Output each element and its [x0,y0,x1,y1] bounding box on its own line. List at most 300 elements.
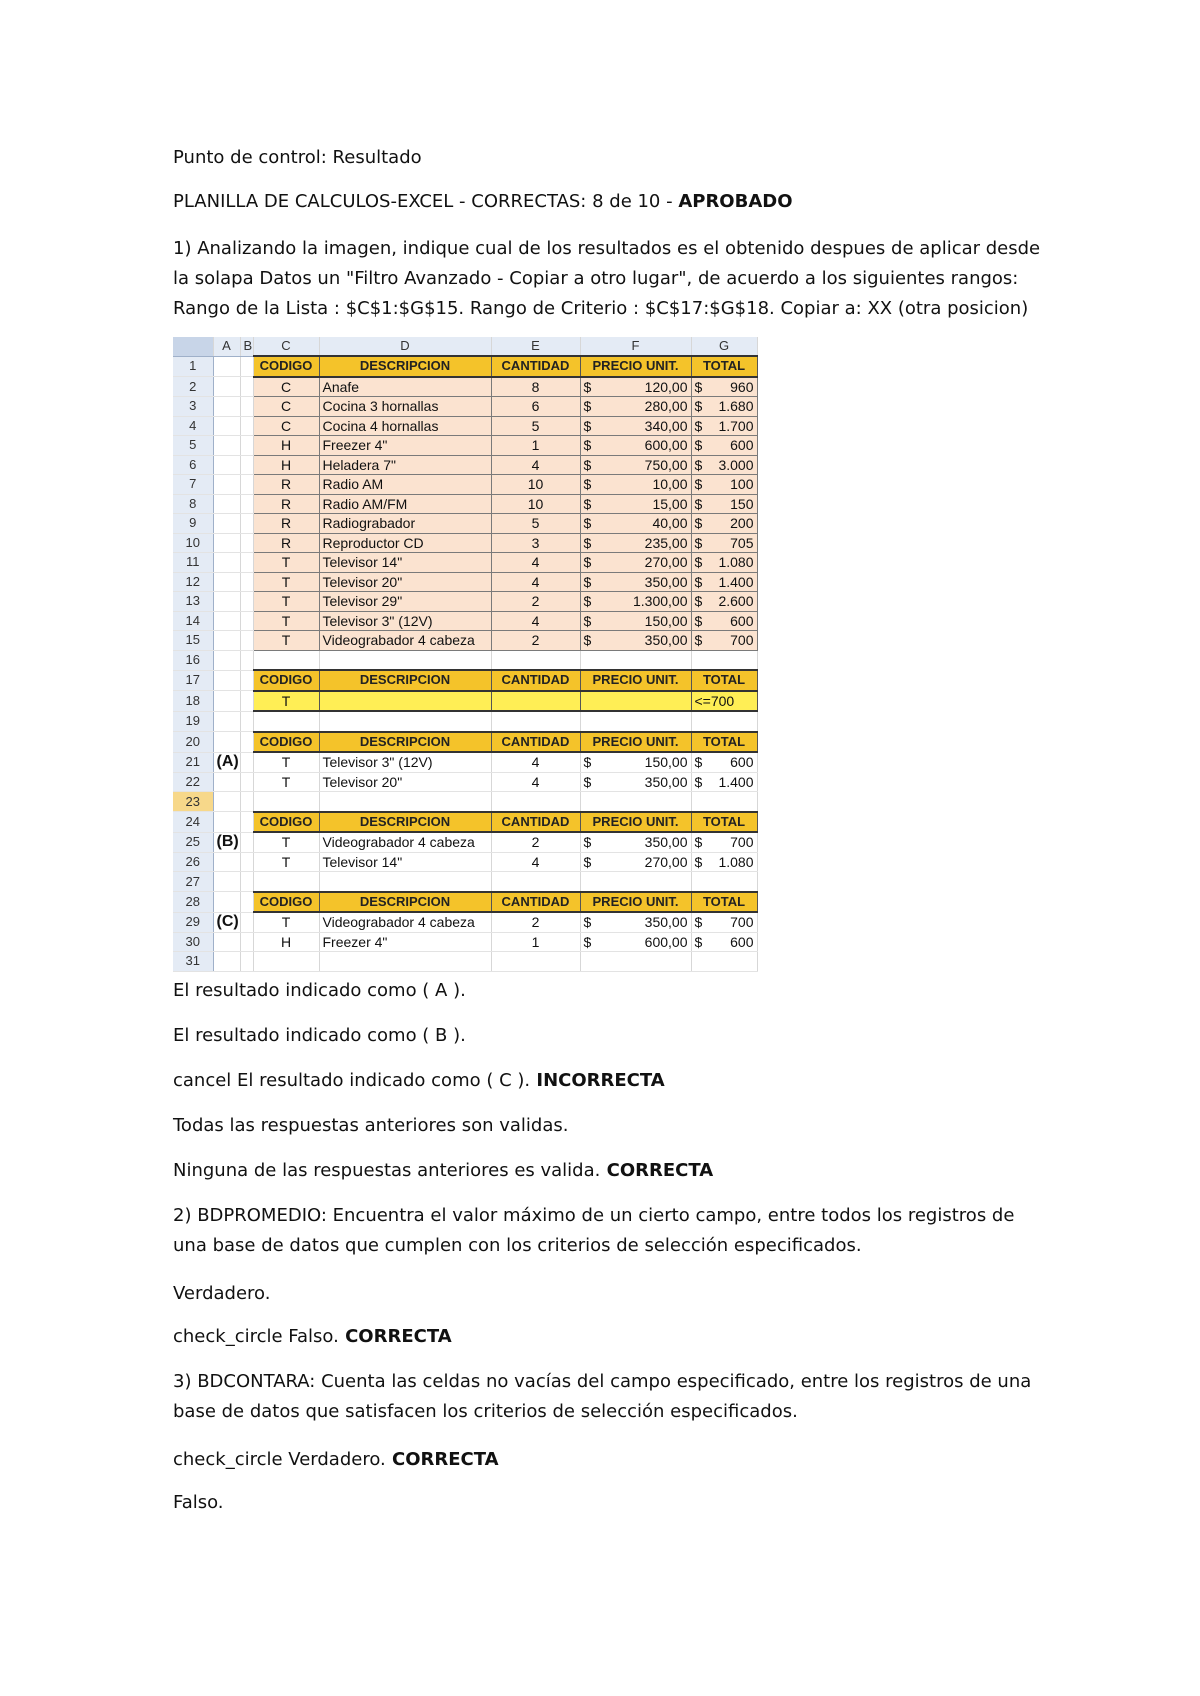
empty-cell [491,952,580,972]
header-cell: CODIGO [253,892,319,913]
amount: 1.680 [718,398,754,415]
cell-b [240,852,253,872]
row-number: 24 [173,812,213,833]
code-cell: T [253,832,319,852]
currency-symbol: $ [694,773,703,790]
cell-a [213,436,240,456]
header-cell: PRECIO UNIT. [580,670,691,691]
empty-cell [253,650,319,670]
price-cell [580,772,691,792]
empty-cell [580,872,691,892]
result-label: (B) [213,832,240,852]
quantity-cell: 2 [491,832,580,852]
empty-cell [491,711,580,732]
header-cell: TOTAL [691,892,757,913]
question-1-line-1: 1) Analizando la imagen, indique cual de los resultados es el obtenido despues de aplicar desde [173,238,1041,259]
description-cell: Televisor 20" [319,572,491,592]
row-number: 17 [173,670,213,691]
amount: 15,00 [652,495,688,512]
empty-row [173,872,757,892]
table-header-row [173,812,757,833]
amount: 150,00 [644,612,688,629]
cell-a [213,952,240,972]
cell-a [213,650,240,670]
empty-row [173,952,757,972]
cell-b [240,416,253,436]
option-mark: CORRECTA [600,1160,714,1181]
header-cell: PRECIO UNIT. [580,356,691,377]
cell-b [240,691,253,712]
criteria-cell [319,691,491,712]
code-cell: T [253,592,319,612]
currency-symbol: $ [694,632,703,649]
currency-symbol: $ [583,378,592,395]
cell-a [213,514,240,534]
option-mark: CORRECTA [338,1326,452,1347]
total-cell [691,397,757,417]
table-row [173,572,757,592]
header-cell: TOTAL [691,732,757,753]
cell-a [213,792,240,812]
option-text: cancel El resultado indicado como ( C ). [173,1070,531,1091]
row-number: 19 [173,711,213,732]
empty-cell [691,792,757,812]
header-cell: PRECIO UNIT. [580,732,691,753]
currency-symbol: $ [583,914,592,931]
amount: 235,00 [644,534,688,551]
code-cell: T [253,572,319,592]
amount: 600,00 [644,437,688,454]
total-cell [691,377,757,397]
cell-a [213,553,240,573]
amount: 40,00 [652,515,688,532]
cell-b [240,377,253,397]
empty-cell [580,711,691,732]
row-number: 9 [173,514,213,534]
total-cell [691,553,757,573]
price-cell [580,377,691,397]
cell-a [213,592,240,612]
quantity-cell: 4 [491,772,580,792]
description-cell: Freezer 4" [319,436,491,456]
q3-option-true[interactable] [173,1449,499,1471]
table-row [173,752,757,772]
cell-b [240,455,253,475]
empty-cell [319,952,491,972]
amount: 700 [730,834,754,851]
quantity-cell: 2 [491,592,580,612]
table-row [173,832,757,852]
code-cell: H [253,455,319,475]
cell-b [240,732,253,753]
column-header: F [580,337,691,356]
table-row [173,912,757,932]
total-cell [691,752,757,772]
description-cell: Videograbador 4 cabeza [319,832,491,852]
table-row [173,553,757,573]
row-number: 16 [173,650,213,670]
price-cell [580,494,691,514]
empty-cell [580,650,691,670]
question-2-line-1: 2) BDPROMEDIO: Encuentra el valor máximo de un cierto campo, entre todos los registros de [173,1205,1015,1226]
cell-b [240,772,253,792]
price-cell [580,455,691,475]
summary-status: APROBADO [678,191,793,212]
description-cell: Reproductor CD [319,533,491,553]
option-text: Ninguna de las respuestas anteriores es valida. [173,1160,601,1181]
currency-symbol: $ [583,417,592,434]
code-cell: H [253,932,319,952]
quantity-cell: 10 [491,494,580,514]
description-cell: Videograbador 4 cabeza [319,912,491,932]
cell-a [213,455,240,475]
cell-a [213,892,240,913]
column-header: G [691,337,757,356]
cell-a [213,732,240,753]
description-cell: Freezer 4" [319,932,491,952]
cell-b [240,711,253,732]
question-3-line-1: 3) BDCONTARA: Cuenta las celdas no vacías del campo especificado, entre los registros de una [173,1371,1032,1392]
row-number: 21 [173,752,213,772]
header-cell: CANTIDAD [491,670,580,691]
result-label: (A) [213,752,240,772]
table-row [173,852,757,872]
currency-symbol: $ [694,495,703,512]
quantity-cell: 1 [491,436,580,456]
total-cell [691,611,757,631]
quantity-cell: 4 [491,553,580,573]
currency-symbol: $ [583,754,592,771]
amount: 350,00 [644,773,688,790]
header-cell: CODIGO [253,732,319,753]
header-cell: CODIGO [253,356,319,377]
description-cell: Televisor 3" (12V) [319,611,491,631]
empty-cell [691,952,757,972]
empty-cell [319,872,491,892]
header-cell: CANTIDAD [491,732,580,753]
cell-a [213,611,240,631]
question-2-line-2: una base de datos que cumplen con los criterios de selección especificados. [173,1235,862,1256]
cell-b [240,832,253,852]
q2-option-true[interactable] [173,1283,270,1305]
column-header: C [253,337,319,356]
header-cell: CANTIDAD [491,356,580,377]
empty-cell [253,711,319,732]
row-number: 6 [173,455,213,475]
q1-option-c[interactable] [173,1070,665,1092]
empty-cell [491,872,580,892]
header-cell: CANTIDAD [491,812,580,833]
result-label: (C) [213,912,240,932]
criteria-cell [491,691,580,712]
row-number: 5 [173,436,213,456]
total-cell [691,912,757,932]
currency-symbol: $ [583,933,592,950]
row-number: 13 [173,592,213,612]
q1-option-a[interactable] [173,980,466,1002]
empty-cell [319,792,491,812]
cell-b [240,792,253,812]
amount: 150 [730,495,754,512]
empty-cell [691,872,757,892]
currency-symbol: $ [583,456,592,473]
table-row [173,514,757,534]
currency-symbol: $ [694,834,703,851]
question-2 [173,1201,1053,1261]
empty-cell [319,650,491,670]
currency-symbol: $ [583,437,592,454]
quantity-cell: 2 [491,631,580,651]
description-cell: Radio AM/FM [319,494,491,514]
cell-a [213,670,240,691]
amount: 600 [730,612,754,629]
quantity-cell: 4 [491,572,580,592]
total-cell [691,572,757,592]
amount: 350,00 [644,834,688,851]
code-cell: C [253,377,319,397]
currency-symbol: $ [694,417,703,434]
cell-b [240,436,253,456]
empty-cell [580,952,691,972]
q3-option-false[interactable] [173,1492,224,1514]
total-cell [691,832,757,852]
code-cell: R [253,533,319,553]
cell-b [240,572,253,592]
price-cell [580,592,691,612]
option-mark: CORRECTA [385,1449,499,1470]
empty-cell [253,792,319,812]
table-row [173,377,757,397]
currency-symbol: $ [583,554,592,571]
header-cell: DESCRIPCION [319,356,491,377]
amount: 1.080 [718,853,754,870]
currency-symbol: $ [694,612,703,629]
total-cell [691,932,757,952]
q1-option-e[interactable] [173,1160,713,1182]
cell-b [240,812,253,833]
cell-b [240,514,253,534]
cell-a [213,377,240,397]
description-cell: Radio AM [319,475,491,495]
cell-b [240,475,253,495]
cell-a [213,416,240,436]
header-cell: CODIGO [253,812,319,833]
header-cell: CODIGO [253,670,319,691]
option-text: El resultado indicado como ( A ). [173,980,466,1001]
page-title: Punto de control: Resultado [173,147,422,168]
table-row [173,455,757,475]
option-text: El resultado indicado como ( B ). [173,1025,466,1046]
row-number: 25 [173,832,213,852]
row-number: 31 [173,952,213,972]
price-cell [580,932,691,952]
row-number: 20 [173,732,213,753]
cell-a [213,932,240,952]
empty-cell [580,792,691,812]
amount: 120,00 [644,378,688,395]
row-number: 22 [173,772,213,792]
price-cell [580,572,691,592]
quantity-cell: 4 [491,455,580,475]
currency-symbol: $ [583,773,592,790]
currency-symbol: $ [694,378,703,395]
table-row [173,533,757,553]
row-number: 10 [173,533,213,553]
table-header-row [173,356,757,377]
cell-a [213,533,240,553]
header-cell: DESCRIPCION [319,812,491,833]
column-header: B [240,337,253,356]
option-text: Todas las respuestas anteriores son validas. [173,1115,569,1136]
currency-symbol: $ [694,534,703,551]
currency-symbol: $ [583,534,592,551]
quantity-cell: 5 [491,416,580,436]
empty-cell [491,792,580,812]
code-cell: T [253,611,319,631]
code-cell: H [253,436,319,456]
amount: 350,00 [644,914,688,931]
question-1-line-3: Rango de la Lista : $C$1:$G$15. Rango de Criterio : $C$17:$G$18. Copiar a: XX (otra posicion) [173,298,1029,319]
total-cell [691,631,757,651]
quantity-cell: 4 [491,852,580,872]
row-number: 2 [173,377,213,397]
row-number: 8 [173,494,213,514]
currency-symbol: $ [583,853,592,870]
table-row [173,475,757,495]
amount: 2.600 [718,593,754,610]
header-cell: DESCRIPCION [319,732,491,753]
price-cell [580,416,691,436]
option-text: Verdadero. [173,1283,271,1304]
row-number: 18 [173,691,213,712]
amount: 340,00 [644,417,688,434]
criteria-row [173,691,757,712]
empty-row [173,650,757,670]
quantity-cell: 4 [491,752,580,772]
amount: 350,00 [644,573,688,590]
empty-cell [319,711,491,732]
table-header-row [173,892,757,913]
table-row [173,416,757,436]
table-row [173,397,757,417]
currency-symbol: $ [583,573,592,590]
row-number: 14 [173,611,213,631]
currency-symbol: $ [694,456,703,473]
table-row [173,631,757,651]
quantity-cell: 4 [491,611,580,631]
amount: 700 [730,632,754,649]
currency-symbol: $ [694,593,703,610]
price-cell [580,553,691,573]
empty-cell [691,711,757,732]
description-cell: Cocina 4 hornallas [319,416,491,436]
code-cell: R [253,475,319,495]
table-row [173,592,757,612]
row-number: 30 [173,932,213,952]
amount: 705 [730,534,754,551]
currency-symbol: $ [694,754,703,771]
cell-b [240,494,253,514]
currency-symbol: $ [694,914,703,931]
table-row [173,611,757,631]
quantity-cell: 5 [491,514,580,534]
cell-a [213,475,240,495]
q1-option-d[interactable] [173,1115,569,1137]
description-cell: Televisor 14" [319,852,491,872]
price-cell [580,752,691,772]
cell-b [240,932,253,952]
cell-b [240,670,253,691]
cell-b [240,872,253,892]
code-cell: R [253,514,319,534]
row-number: 7 [173,475,213,495]
amount: 750,00 [644,456,688,473]
amount: 270,00 [644,554,688,571]
total-cell [691,852,757,872]
total-cell [691,494,757,514]
row-number: 4 [173,416,213,436]
table-row [173,772,757,792]
currency-symbol: $ [694,515,703,532]
cell-a [213,494,240,514]
currency-symbol: $ [694,437,703,454]
price-cell [580,611,691,631]
header-cell: PRECIO UNIT. [580,812,691,833]
cell-a [213,812,240,833]
cell-a [213,572,240,592]
table-row [173,494,757,514]
row-number: 11 [173,553,213,573]
amount: 600,00 [644,933,688,950]
option-mark: INCORRECTA [530,1070,665,1091]
row-number: 1 [173,356,213,377]
amount: 200 [730,515,754,532]
cell-b [240,752,253,772]
amount: 960 [730,378,754,395]
price-cell [580,631,691,651]
currency-symbol: $ [694,933,703,950]
table-row [173,436,757,456]
header-cell: TOTAL [691,670,757,691]
description-cell: Televisor 3" (12V) [319,752,491,772]
cell-a [213,711,240,732]
price-cell [580,397,691,417]
q1-option-b[interactable] [173,1025,466,1047]
price-cell [580,832,691,852]
amount: 1.400 [718,773,754,790]
cell-b [240,533,253,553]
currency-symbol: $ [694,476,703,493]
row-number: 12 [173,572,213,592]
cell-a [213,631,240,651]
amount: 270,00 [644,853,688,870]
quantity-cell: 2 [491,912,580,932]
quantity-cell: 3 [491,533,580,553]
empty-cell [491,650,580,670]
currency-symbol: $ [694,853,703,870]
column-header: A [213,337,240,356]
code-cell: T [253,852,319,872]
q2-option-false[interactable] [173,1326,452,1348]
amount: 350,00 [644,632,688,649]
currency-symbol: $ [694,573,703,590]
amount: 1.300,00 [633,593,688,610]
table-row [173,932,757,952]
description-cell: Televisor 14" [319,553,491,573]
row-number: 29 [173,912,213,932]
amount: 600 [730,933,754,950]
cell-a [213,397,240,417]
